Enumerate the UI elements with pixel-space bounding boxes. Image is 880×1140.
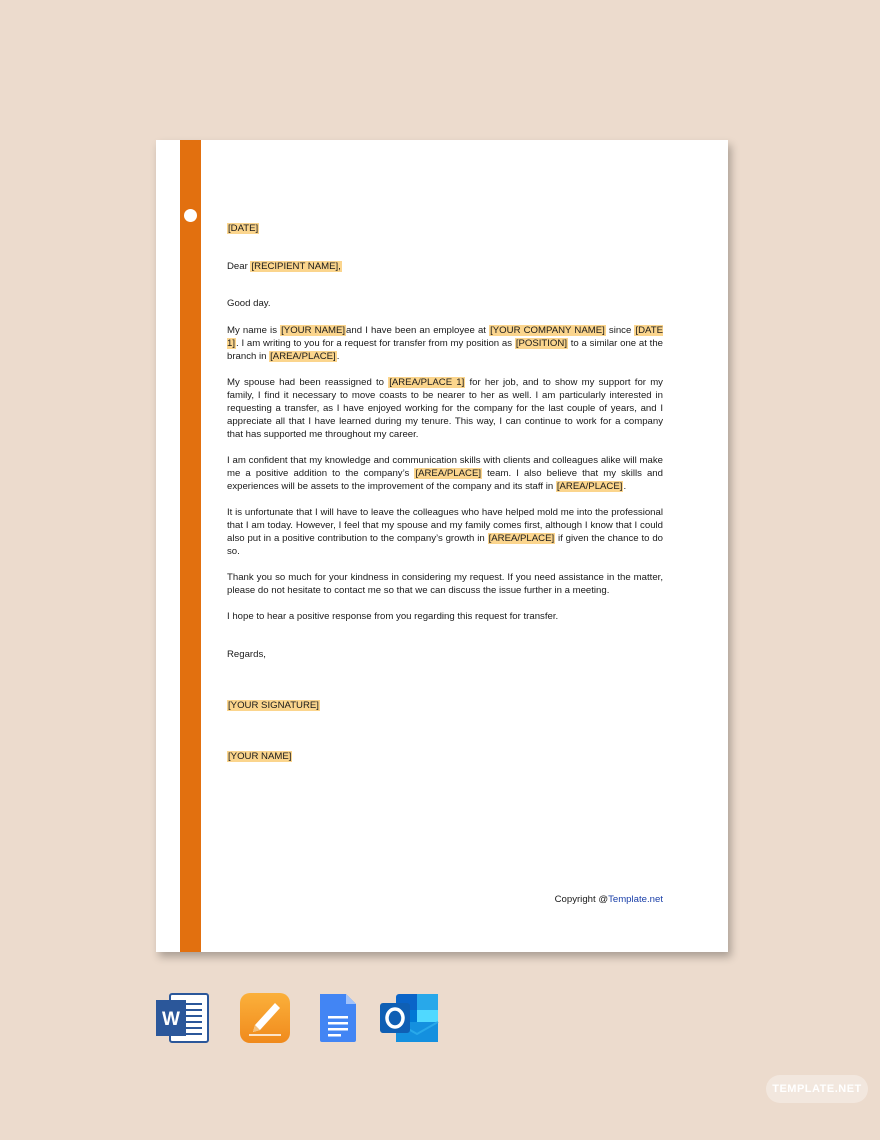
google-docs-icon[interactable] (318, 992, 358, 1049)
area-place-1-placeholder: [AREA/PLACE 1] (389, 377, 465, 388)
copyright-note: Copyright @Template.net (554, 894, 663, 905)
position-placeholder: [POSITION] (515, 338, 567, 349)
binder-hole (184, 209, 197, 222)
date-placeholder: [DATE] (228, 223, 259, 234)
template-link[interactable]: Template.net (608, 894, 663, 905)
date-1-placeholder: [DATE 1] (227, 325, 663, 349)
paragraph-intro: My name is [YOUR NAME]and I have been an employee at [YOUR COMPANY NAME] since [DATE 1]. I am writing to you for a request for transfer from my position as [POSITION] to a similar one at the branch in [AREA/PLACE]. (227, 325, 663, 362)
svg-text:W: W (162, 1009, 180, 1030)
letter-page (156, 140, 728, 952)
area-place-placeholder: [AREA/PLACE] (415, 468, 482, 479)
company-name-placeholder: [YOUR COMPANY NAME] (490, 325, 605, 336)
closing: Regards, (227, 649, 266, 660)
your-name-placeholder: [YOUR NAME] (281, 325, 346, 336)
orange-side-stripe (180, 140, 201, 952)
area-place-placeholder: [AREA/PLACE] (270, 351, 336, 362)
signature-placeholder: [YOUR SIGNATURE] (228, 700, 319, 711)
word-icon[interactable] (156, 992, 210, 1049)
paragraph-hope: I hope to hear a positive response from you regarding this request for transfer. (227, 611, 559, 622)
paragraph-confidence: I am confident that my knowledge and communication skills with clients and colleagues alike will make me a positive addition to the company’s [AREA/PLACE] team. I also believe that my skills and experiences will be assets to the improvement of the company and its staff in [AREA/PLACE]. (227, 455, 663, 492)
outlook-icon[interactable] (378, 992, 440, 1049)
area-place-placeholder: [AREA/PLACE] (556, 481, 623, 492)
recipient-placeholder: [RECIPIENT NAME], (251, 261, 341, 272)
paragraph-leaving: It is unfortunate that I will have to leave the colleagues who have helped mold me into the professional that I am today. However, I feel that my spouse and my family comes first, although I know that I could also put in a positive contribution to the company’s growth in [AREA/PLACE] if given the chance to do so. (227, 507, 663, 557)
paragraph-thanks: Thank you so much for your kindness in considering my request. If you need assistance in the matter, please do not hesitate to contact me so that we can discuss the issue further in a meeting. (227, 572, 663, 596)
pages-icon[interactable] (239, 992, 291, 1049)
good-day-line: Good day. (227, 298, 271, 309)
area-place-placeholder: [AREA/PLACE] (488, 533, 555, 544)
paragraph-reason: My spouse had been reassigned to [AREA/PLACE 1] for her job, and to show my support for my family, I find it necessary to move coasts to be nearer to her as well. I am particularly interested in requesting a transfer, as I have enjoyed working for the company for the last couple of years, and I appreciate all that I have learned during my tenure. This way, I can continue to work for a company that has supported me throughout my career. (227, 377, 663, 440)
name-placeholder: [YOUR NAME] (228, 751, 292, 762)
letter-body (227, 222, 663, 763)
salutation: Dear [RECIPIENT NAME], (227, 261, 341, 272)
template-net-badge[interactable]: TEMPLATE.NET (766, 1075, 868, 1103)
